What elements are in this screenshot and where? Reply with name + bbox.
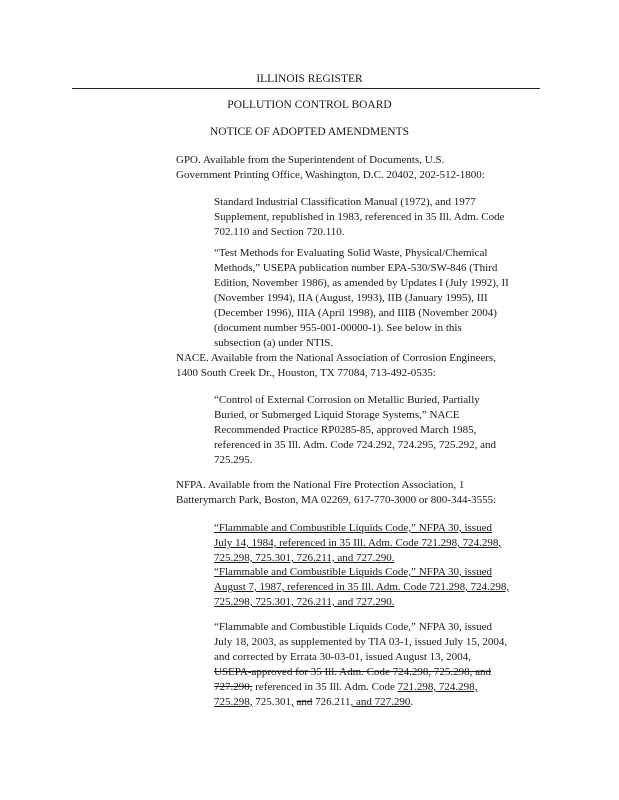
text-line: “Flammable and Combustible Liquids Code,” NFPA 30, issued <box>214 621 492 633</box>
text-line: “Flammable and Combustible Liquids Code,” NFPA 30, issued <box>214 566 492 578</box>
text-line: July 14, 1984, referenced in 35 Ill. Adm. Code 721.298, 724.298, <box>214 537 502 549</box>
text-line <box>214 680 507 695</box>
underlined-text: 725.298, <box>214 696 253 708</box>
text-line <box>214 695 507 710</box>
nfpa-item-1984 <box>214 521 501 566</box>
text-line: 725.298, 725.301, 726.211, and 727.290. <box>214 596 395 608</box>
text-line: August 7, 1987, referenced in 35 Ill. Adm. Code 721.298, 724.298, <box>214 581 510 593</box>
text-line: (document number 955-001-00000-1). See below in this <box>214 322 462 334</box>
text-line: Methods,” USEPA publication number EPA-530/SW-846 (Third <box>214 262 498 274</box>
notice-title: NOTICE OF ADOPTED AMENDMENTS <box>209 126 410 138</box>
text-line: Buried, or Submerged Liquid Storage Systems,” NACE <box>214 409 460 421</box>
gpo-item-test-methods <box>214 246 509 351</box>
plain-text: 725.301 <box>252 696 291 708</box>
text-line: Batterymarch Park, Boston, MA 02269, 617-770-3000 or 800-344-3555: <box>176 494 497 506</box>
text-line: NACE. Available from the National Association of Corrosion Engineers, <box>176 352 496 364</box>
nace-paragraph <box>176 351 496 381</box>
text-line: Supplement, republished in 1983, referenced in 35 Ill. Adm. Code <box>214 211 505 223</box>
plain-text: . <box>410 696 414 708</box>
nace-item-corrosion <box>214 393 496 468</box>
struck-text: 727.290, <box>214 681 253 693</box>
nfpa-paragraph <box>176 478 496 508</box>
text-line: Government Printing Office, Washington, D.C. 20402, 202-512-1800: <box>176 169 485 181</box>
agency-title: POLLUTION CONTROL BOARD <box>227 99 392 111</box>
underlined-text: , <box>291 696 294 708</box>
text-line: 725.295. <box>214 454 253 466</box>
text-line: 1400 South Creek Dr., Houston, TX 77084, 713-492-0535: <box>176 367 436 379</box>
text-line: July 18, 2003, as supplemented by TIA 03-1, issued July 15, 2004, <box>214 636 508 648</box>
text-line: Edition, November 1986), as amended by Updates I (July 1992), II <box>214 277 509 289</box>
gpo-item-sic-manual <box>214 195 505 240</box>
plain-text: 726.211 <box>312 696 351 708</box>
text-line: referenced in 35 Ill. Adm. Code 724.292, 724.295, 725.292, and <box>214 439 496 451</box>
text-line: and corrected by Errata 30-03-01, issued August 13, 2004, <box>214 651 471 663</box>
text-line: subsection (a) under NTIS. <box>214 337 334 349</box>
nfpa-item-2003 <box>214 620 507 710</box>
text-line: Recommended Practice RP0285-85, approved March 1985, <box>214 424 477 436</box>
text-line: (November 1994), IIA (August, 1993), IIB (January 1995), III <box>214 292 488 304</box>
text-line: NFPA. Available from the National Fire Protection Association, 1 <box>176 479 465 491</box>
text-line: GPO. Available from the Superintendent of Documents, U.S. <box>176 154 445 166</box>
plain-text: referenced in 35 Ill. Adm. Code <box>252 681 398 693</box>
underlined-text: , and 727.290 <box>350 696 411 708</box>
underlined-text: 721.298, 724.298, <box>397 681 478 693</box>
struck-text: and <box>296 696 313 708</box>
header-rule <box>72 88 540 89</box>
register-title: ILLINOIS REGISTER <box>256 73 363 85</box>
nfpa-item-1987 <box>214 565 509 610</box>
text-line: “Test Methods for Evaluating Solid Waste, Physical/Chemical <box>214 247 488 259</box>
text-line: “Flammable and Combustible Liquids Code,” NFPA 30, issued <box>214 522 492 534</box>
text-line: Standard Industrial Classification Manual (1972), and 1977 <box>214 196 476 208</box>
text-line: 725.298, 725.301, 726.211, and 727.290. <box>214 552 395 564</box>
text-line: “Control of External Corrosion on Metallic Buried, Partially <box>214 394 480 406</box>
struck-text: USEPA-approved for 35 Ill. Adm. Code 724.298, 725.298, and <box>214 666 492 678</box>
gpo-paragraph <box>176 153 485 183</box>
text-line <box>214 665 507 680</box>
text-line: 702.110 and Section 720.110. <box>214 226 345 238</box>
text-line: (December 1996), IIIA (April 1998), and IIIB (November 2004) <box>214 307 497 319</box>
